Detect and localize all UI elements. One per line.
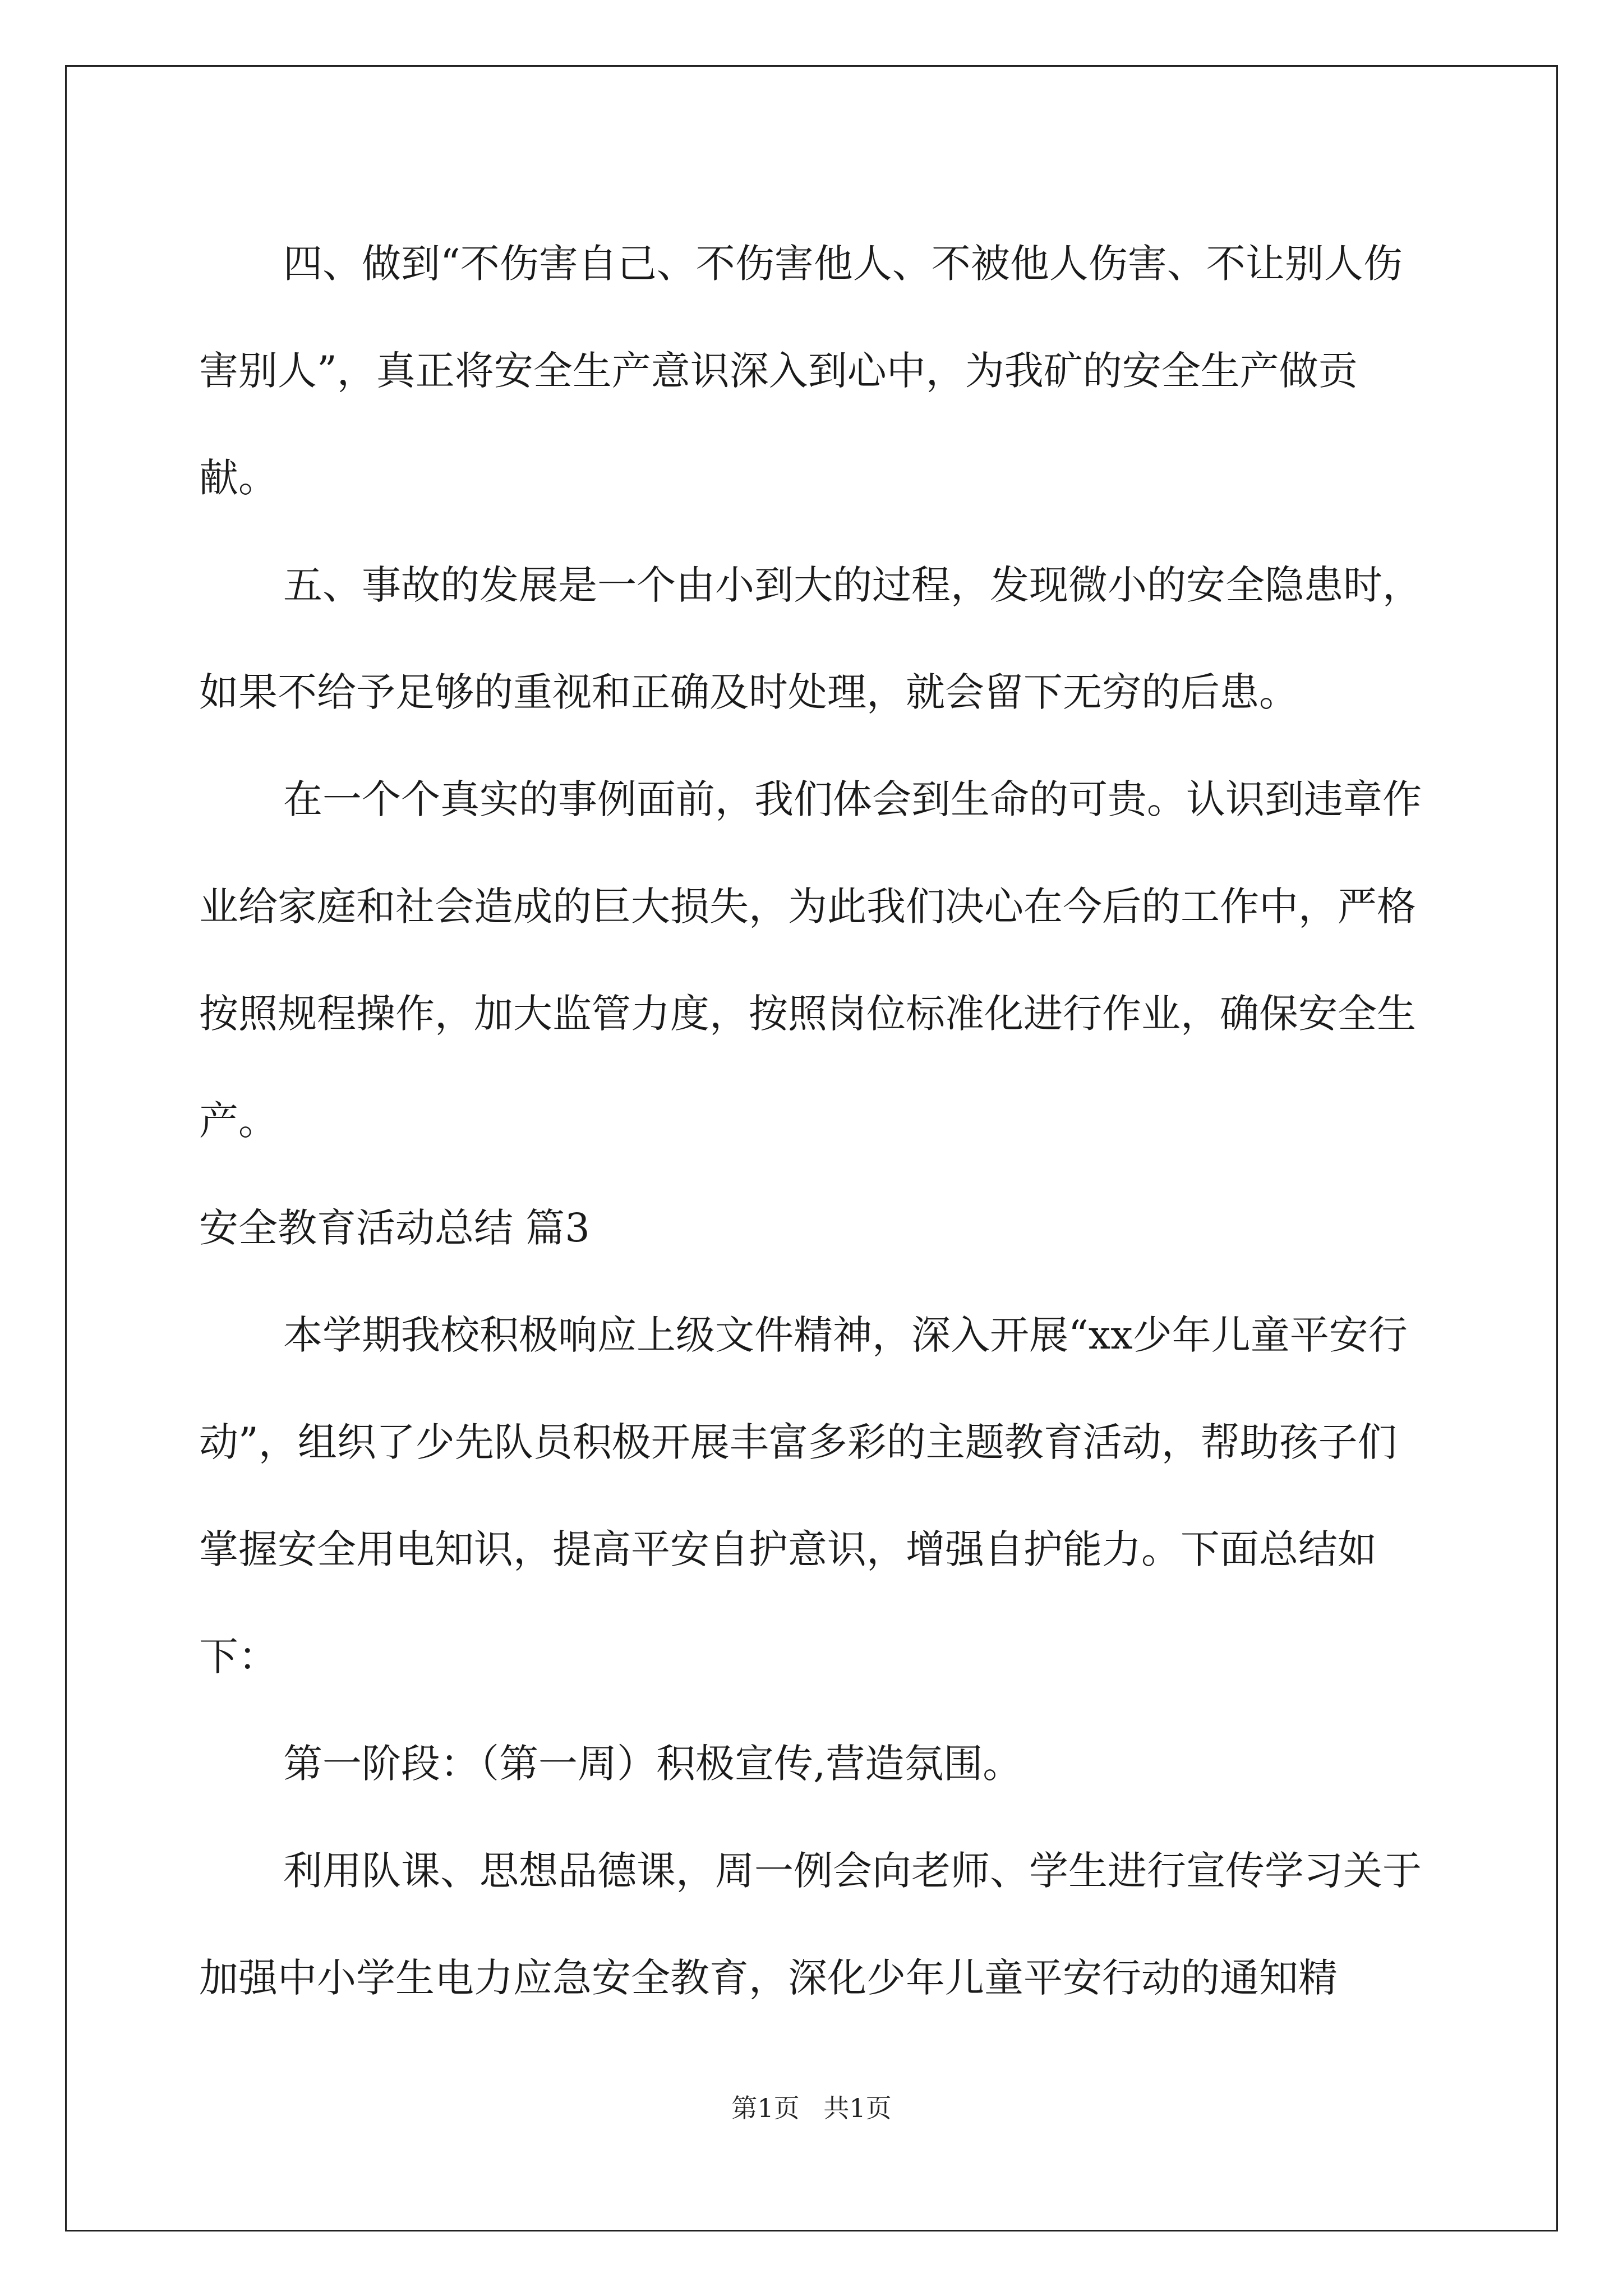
page-total: 共1页 xyxy=(823,2093,892,2123)
document-body xyxy=(199,210,1433,2032)
paragraph: 在一个个真实的事例面前，我们体会到生命的可贵。认识到违章作业给家庭和社会造成的巨大损失，为此我们决心在今后的工作中，严格按照规程操作，加大监管力度，按照岗位标准化进行作业，确保安全生产。 xyxy=(199,776,1422,1144)
page-footer xyxy=(0,2088,1623,2125)
paragraph: 利用队课、思想品德课，周一例会向老师、学生进行宣传学习关于加强中小学生电力应急安全教育，深化少年儿童平安行动的通知精 xyxy=(199,1848,1422,2001)
paragraph: 五、事故的发展是一个由小到大的过程，发现微小的安全隐患时，如果不给予足够的重视和正确及时处理，就会留下无穷的后患。 xyxy=(199,562,1422,715)
section-heading: 安全教育活动总结 篇3 xyxy=(199,1205,590,1251)
paragraph: 四、做到“不伤害自己、不伤害他人、不被他人伤害、不让别人伤害别人”，真正将安全生产意识深入到心中，为我矿的安全生产做贡献。 xyxy=(199,241,1403,501)
paragraph: 本学期我校积极响应上级文件精神，深入开展“xx少年儿童平安行动”，组织了少先队员积极开展丰富多彩的主题教育活动，帮助孩子们掌握安全用电知识，提高平安自护意识，增强自护能力。下面总结如下： xyxy=(199,1312,1408,1680)
page-number: 第1页 xyxy=(731,2093,800,2123)
paragraph: 第一阶段：（第一周）积极宣传,营造氛围。 xyxy=(283,1741,1022,1787)
